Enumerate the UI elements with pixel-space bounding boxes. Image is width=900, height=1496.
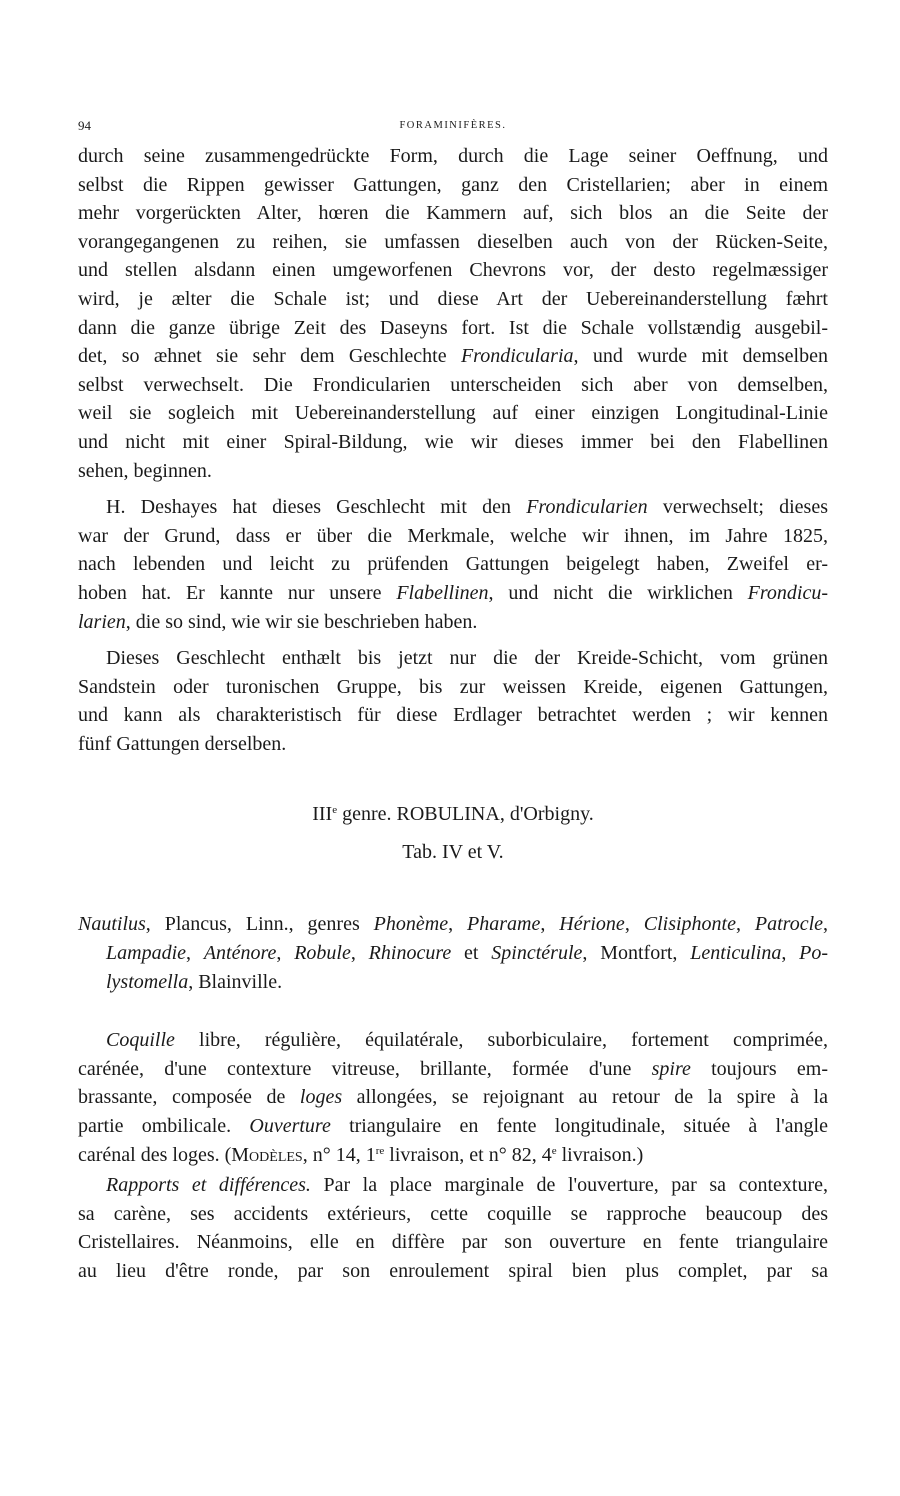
text-run: , die so sind, wie wir sie beschrieben haben. <box>125 610 478 633</box>
text-line: und nicht mit einer Spiral-Bildung, wie wir dieses immer bei den Flabellinen <box>78 430 828 453</box>
page-header <box>78 118 828 142</box>
models-label: Modèles <box>231 1143 303 1166</box>
text-line: vorangegangenen zu reihen, sie umfassen dieselben auch von der Rücken-Seite, <box>78 230 828 253</box>
italic-term: Rhinocure <box>368 942 452 965</box>
text-run: allongées, se rejoignant au retour de la spire à la <box>342 1086 828 1109</box>
text-line: durch seine zusammengedrückte Form, durch die Lage seiner Oeffnung, und <box>78 145 828 167</box>
italic-term: spire <box>651 1057 691 1080</box>
text-run: verwechselt; dieses <box>647 496 828 519</box>
text-run: , n° 14, 1 <box>302 1143 376 1166</box>
text-line <box>78 493 828 522</box>
text-run: toujours em- <box>690 1057 828 1080</box>
text-line: nach lebenden und leicht zu prüfenden Gattungen beigelegt haben, Zweifel er- <box>78 553 828 576</box>
text-run: , <box>448 913 468 936</box>
italic-term: Spinctérule <box>491 942 583 965</box>
italic-term: Anténore <box>203 942 277 965</box>
italic-term: Lampadie <box>106 942 186 965</box>
text-line: Cristellaires. Néanmoins, elle en diffère par son ouverture en fente triangulaire <box>78 1231 828 1254</box>
italic-term: Coquille <box>106 1029 175 1052</box>
text-line: weil sie sogleich mit Uebereinanderstellung auf einer einzigen Longitudinal-Linie <box>78 402 828 425</box>
text-run: H. Deshayes hat dieses Geschlecht mit den <box>106 496 527 519</box>
text-line: und kann als charakteristisch für diese Erdlager betrachtet werden ; wir kennen <box>78 704 828 727</box>
text-line <box>78 1055 828 1084</box>
text-run: livraison.) <box>556 1143 644 1166</box>
text-run: brassante, composée de <box>78 1086 300 1109</box>
superscript: re <box>375 1144 385 1157</box>
text-line: dann die ganze übrige Zeit des Daseyns fort. Ist die Schale vollstændig ausgebil- <box>78 316 828 339</box>
genus-numeral: III <box>312 803 333 826</box>
text-line: Sandstein oder turonischen Gruppe, bis zur weissen Kreide, eigenen Gattungen, <box>78 675 828 698</box>
italic-term: Frondicularia <box>460 345 574 368</box>
text-line <box>78 968 828 997</box>
text-run: carénée, d'une contexture vitreuse, brillante, formée d'une <box>78 1057 652 1080</box>
text-run: , <box>540 913 560 936</box>
page-number: 94 <box>78 118 91 133</box>
text-run: livraison, et n° 82, 4 <box>384 1143 552 1166</box>
text-line <box>78 910 828 939</box>
italic-term: Patrocle <box>754 913 824 936</box>
text-run: det, so æhnet sie sehr dem Geschlechte <box>78 345 461 368</box>
italic-term: Ouverture <box>249 1115 331 1138</box>
italic-term: Robule <box>294 942 351 965</box>
text-line <box>78 608 828 637</box>
italic-term: Po- <box>799 942 829 965</box>
italic-term: Flabellinen <box>396 581 489 604</box>
italic-term: Rapports et différences. <box>106 1174 311 1197</box>
genus-numeral-suffix: e <box>332 804 338 817</box>
text-run: et <box>451 942 492 965</box>
text-run: , Montfort, <box>582 942 691 965</box>
text-line: selbst verwechselt. Die Frondicularien unterscheiden sich aber von demselben, <box>78 373 828 396</box>
text-run: , <box>186 942 204 965</box>
plate-reference: Tab. IV et V. <box>402 841 504 864</box>
text-run: hoben hat. Er kannte nur unsere <box>78 581 397 604</box>
italic-term: Nautilus <box>78 913 146 936</box>
text-line <box>78 1112 828 1141</box>
text-run: triangulaire en fente longitudinale, située à l'angle <box>330 1115 828 1138</box>
italic-term: Clisiphonte <box>643 913 736 936</box>
text-line: wird, je ælter die Schale ist; und diese Art der Uebereinanderstellung fæhrt <box>78 287 828 310</box>
text-line: sehen, beginnen. <box>78 459 212 482</box>
text-run: , und nicht die wirklichen <box>488 581 748 604</box>
text-line: sa carène, ses accidents extérieurs, cette coquille se rapproche beaucoup des <box>78 1202 828 1225</box>
text-run: , <box>276 942 295 965</box>
running-head: FORAMINIFÈRES. <box>399 120 507 131</box>
rapports-paragraph <box>78 1171 828 1285</box>
italic-term: Frondicu- <box>747 581 829 604</box>
text-run: Par la place marginale de l'ouverture, par sa contexture, <box>310 1174 829 1197</box>
text-run: , Plancus, Linn., genres <box>145 913 374 936</box>
text-run: libre, régulière, équilatérale, suborbiculaire, fortement comprimée, <box>174 1029 828 1052</box>
text-line: mehr vorgerückten Alter, hœren die Kammern auf, sich blos an die Seite der <box>78 202 828 225</box>
text-line <box>78 939 828 968</box>
text-run: , <box>781 942 800 965</box>
italic-term: larien <box>78 610 126 633</box>
text-run: partie ombilicale. <box>78 1115 250 1138</box>
genus-title: genre. ROBULINA, d'Orbigny. <box>337 803 594 826</box>
synonymy-paragraph <box>78 910 828 996</box>
paragraph-deshayes <box>78 493 828 636</box>
italic-term: Frondicularien <box>526 496 648 519</box>
text-line <box>78 1026 828 1055</box>
text-line <box>78 342 828 371</box>
text-run: , und wurde mit demselben <box>573 345 828 368</box>
superscript: e <box>551 1144 557 1157</box>
text-run: , <box>624 913 644 936</box>
genus-heading <box>78 800 828 828</box>
italic-term: lystomella <box>106 970 189 993</box>
italic-term: Lenticulina <box>690 942 782 965</box>
book-page <box>78 118 828 1286</box>
italic-term: Hérione <box>559 913 625 936</box>
italic-term: Pharame <box>467 913 541 936</box>
text-line <box>78 579 828 608</box>
text-run: carénal des loges. ( <box>78 1143 232 1166</box>
text-line: Dieses Geschlecht enthælt bis jetzt nur die der Kreide-Schicht, vom grünen <box>106 647 828 670</box>
text-line-models <box>78 1141 828 1170</box>
text-line: au lieu d'être ronde, par son enroulement spiral bien plus complet, par sa <box>78 1260 828 1282</box>
text-line: selbst die Rippen gewisser Gattungen, ganz den Cristellarien; aber in einem <box>78 173 828 196</box>
paragraph-cretaceous-occurrence <box>78 644 828 758</box>
italic-term: loges <box>299 1086 343 1109</box>
description-paragraph <box>78 1026 828 1140</box>
text-run: , <box>350 942 369 965</box>
text-line: war der Grund, dass er über die Merkmale, welche wir ihnen, im Jahre 1825, <box>78 524 828 547</box>
text-line: und stellen alsdann einen umgeworfenen Chevrons vor, der desto regelmæssiger <box>78 259 828 282</box>
text-line <box>78 1083 828 1112</box>
paragraph-frondicularia-comparison <box>78 142 828 485</box>
text-run: , Blainville. <box>188 970 283 993</box>
italic-term: Phonème <box>373 913 449 936</box>
text-line <box>78 1171 828 1200</box>
text-line: fünf Gattungen derselben. <box>78 732 287 755</box>
text-run: , <box>823 913 829 936</box>
text-run: , <box>735 913 755 936</box>
